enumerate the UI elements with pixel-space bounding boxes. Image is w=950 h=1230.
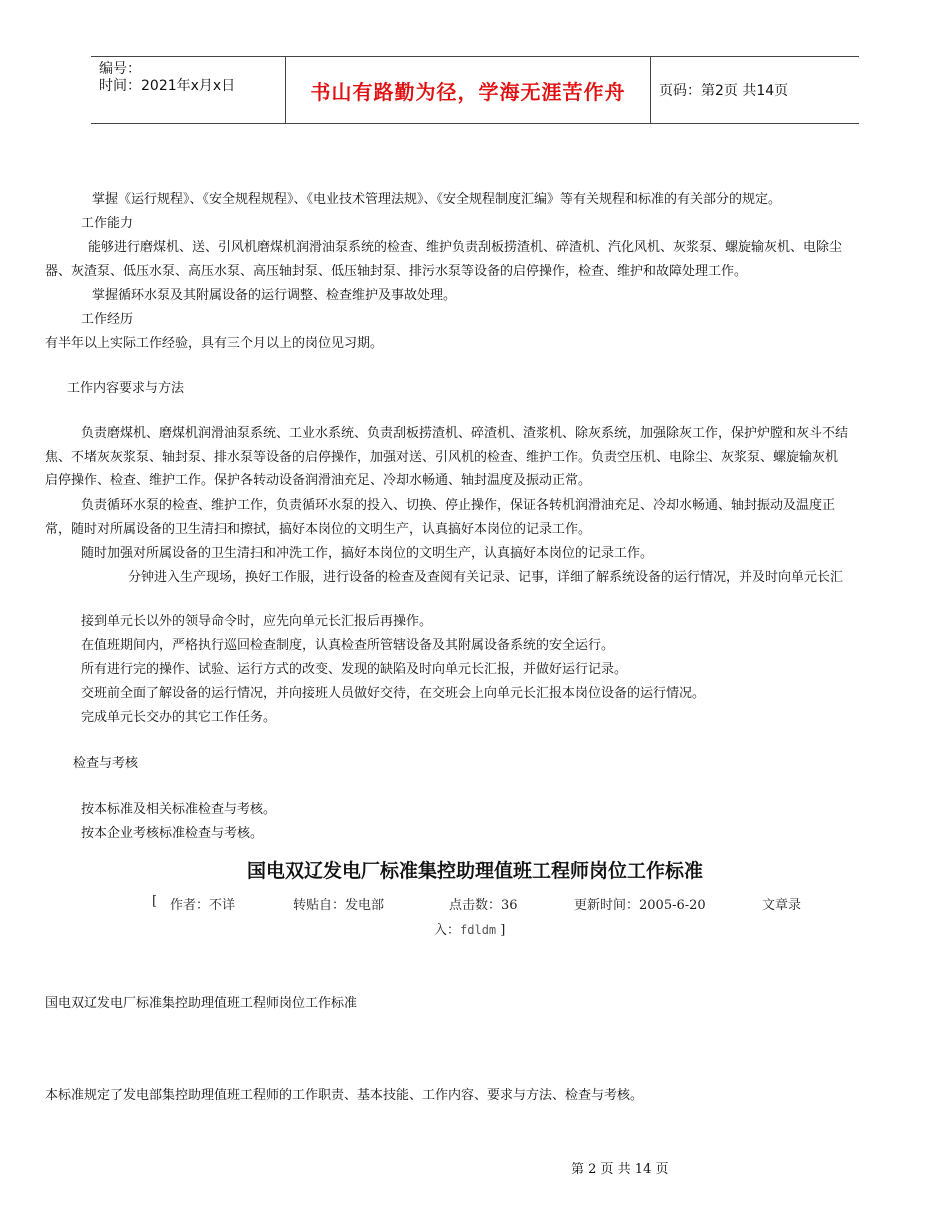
body-line: 完成单元长交办的其它工作任务。 [81, 710, 277, 725]
body-line: 启停操作、检查、维护工作。保护各转动设备润滑油充足、冷却水畅通、轴封温度及振动正常。 [45, 473, 592, 488]
header-motto-cell [286, 57, 651, 123]
header-page-info: 页码：第2页 共14页 [659, 83, 789, 99]
header-left-cell [91, 57, 286, 123]
body-line: 常，随时对所属设备的卫生清扫和擦拭，搞好本岗位的文明生产，认真搞好本岗位的记录工作。 [45, 522, 592, 537]
body-line: 所有进行完的操作、试验、运行方式的改变、发现的缺陷及时向单元长汇报，并做好运行记录。 [81, 662, 628, 677]
header-page-cell [651, 57, 859, 123]
meta-entry-user[interactable]: fdldm [460, 923, 497, 937]
body-line: 接到单元长以外的领导命令时，应先向单元长汇报后再操作。 [81, 614, 433, 629]
body-line: 按本标准及相关标准检查与考核。 [81, 802, 277, 817]
page-footer: 第 2 页 共 14 页 [571, 1162, 669, 1177]
meta-bracket-close: ] [500, 923, 506, 938]
body-line: 随时加强对所属设备的卫生清扫和冲洗工作，搞好本岗位的文明生产，认真搞好本岗位的记录工作。 [81, 546, 654, 561]
body-line: 掌握循环水泵及其附属设备的运行调整、检查维护及事故处理。 [92, 288, 457, 303]
document-time-label: 时间：2021年x月x日 [99, 78, 236, 94]
body-line: 焦、不堵灰灰浆泵、轴封泵、排水泵等设备的启停操作，加强对送、引风机的检查、维护工作。负责空压机、电除尘、灰浆泵、螺旋输灰机 [45, 450, 839, 465]
header-motto: 书山有路勤为径，学海无涯苦作舟 [310, 79, 626, 104]
meta-source: 转贴自：发电部 [293, 898, 385, 913]
section-heading: 工作经历 [81, 312, 134, 327]
document-header [91, 56, 859, 124]
body-line: 交班前全面了解设备的运行情况，并向接班人员做好交待，在交班会上向单元长汇报本岗位设备的运行情况。 [81, 686, 706, 701]
body-line: 在值班期间内，严格执行巡回检查制度，认真检查所管辖设备及其附属设备系统的安全运行。 [81, 638, 615, 653]
section-heading: 工作内容要求与方法 [67, 381, 185, 396]
body-line: 掌握《运行规程》、《安全规程规程》、《电业技术管理法规》、《安全规程制度汇编》等有关规程和标准的有关部分的规定。 [92, 192, 782, 207]
meta-author: 作者：不详 [170, 898, 236, 913]
body-line: 分钟进入生产现场，换好工作服，进行设备的检查及查阅有关记录、记事，详细了解系统设备的运行情况，并及时向单元长汇 [128, 570, 844, 585]
meta-entry-label-cont: 入： [434, 923, 461, 938]
meta-bracket-open: [ [152, 894, 158, 909]
article-scope: 本标准规定了发电部集控助理值班工程师的工作职责、基本技能、工作内容、要求与方法、检查与考核。 [45, 1088, 644, 1103]
meta-entry-line [434, 919, 505, 938]
meta-entry-label: 文章录 [762, 898, 802, 913]
meta-clicks: 点击数：36 [449, 898, 518, 913]
body-line: 器、灰渣泵、低压水泵、高压水泵、高压轴封泵、低压轴封泵、排污水泵等设备的启停操作，检查、维护和故障处理工作。 [45, 264, 748, 279]
document-number-label: 编号： [99, 61, 141, 77]
article-title: 国电双辽发电厂标准集控助理值班工程师岗位工作标准 [246, 860, 703, 882]
body-line: 负责磨煤机、磨煤机润滑油泵系统、工业水系统、负责刮板捞渣机、碎渣机、渣浆机、除灰系统，加强除灰工作，保护炉膛和灰斗不结 [81, 426, 849, 441]
body-line: 负责循环水泵的检查、维护工作，负责循环水泵的投入、切换、停止操作，保证各转机润滑油充足、冷却水畅通、轴封振动及温度正 [81, 498, 836, 513]
body-line: 按本企业考核标准检查与考核。 [81, 826, 264, 841]
section-heading: 检查与考核 [73, 756, 139, 771]
meta-updated: 更新时间：2005-6-20 [574, 898, 706, 913]
article-subtitle: 国电双辽发电厂标准集控助理值班工程师岗位工作标准 [45, 996, 358, 1011]
body-line: 有半年以上实际工作经验，具有三个月以上的岗位见习期。 [45, 336, 384, 351]
section-heading: 工作能力 [81, 216, 134, 231]
body-line: 能够进行磨煤机、送、引风机磨煤机润滑油泵系统的检查、维护负责刮板捞渣机、碎渣机、汽化风机、灰浆泵、螺旋输灰机、电除尘 [88, 240, 843, 255]
